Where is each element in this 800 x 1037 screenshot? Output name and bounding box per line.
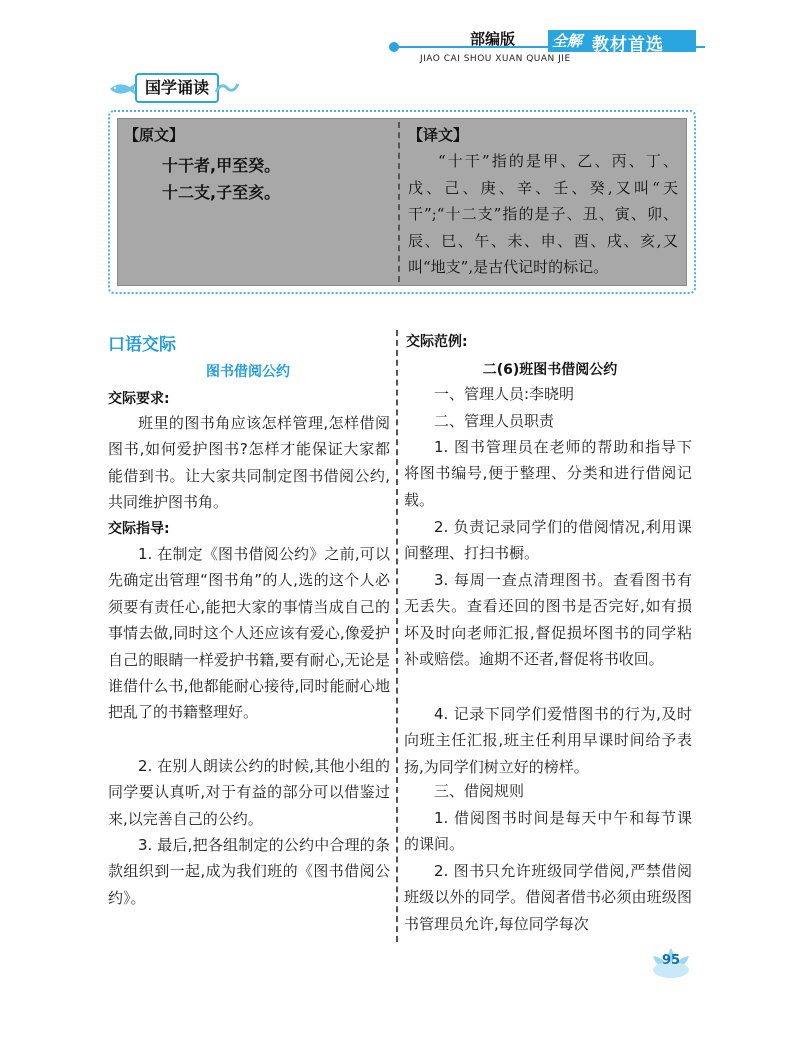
section-subtitle: 图书借阅公约 — [206, 364, 290, 380]
rule-item: 2. 图书只允许班级同学借阅,严禁借阅班级以外的同学。借阅者借书必须由班级图书管理员允许,每位同学每次 — [404, 862, 692, 933]
guoxue-tag: 国学诵读 — [135, 73, 219, 103]
example-item: 二、管理人员职责 — [434, 412, 555, 430]
guidance-item: 3. 最后,把各组制定的公约中合理的条款组织到一起,成为我们班的《图书借阅公约》。 — [108, 836, 390, 907]
original-line: 十二支,子至亥。 — [162, 183, 281, 202]
header-pinyin: JIAO CAI SHOU XUAN QUAN JIE — [420, 54, 571, 64]
translation-heading: 【译文】 — [408, 126, 469, 144]
original-line: 十干者,甲至癸。 — [162, 156, 281, 175]
example-label: 交际范例: — [406, 334, 468, 350]
duty-item: 2. 负责记录同学们的借阅情况,利用课间整理、打扫书橱。 — [404, 518, 692, 563]
duty-item: 3. 每周一查点清理图书。查看图书有无丢失。查看还回的图书是否完好,如有损坏及时向老师汇报,督促损坏图书的同学粘补或赔偿。逾期不还者,督促将书收回。 — [404, 571, 692, 669]
duty-item: 4. 记录下同学们爱惜图书的行为,及时向班主任汇报,班主任利用早课时间给予表扬,为同学们树立好的榜样。 — [404, 705, 692, 776]
example-title: 二(6)班图书借阅公约 — [482, 362, 618, 378]
duty-item: 1. 图书管理员在老师的帮助和指导下将图书编号,便于整理、分类和进行借阅记载。 — [404, 438, 692, 509]
guidance-item: 1. 在制定《图书借阅公约》之前,可以先确定出管理“图书角”的人,选的这个人必须要有责任心,能把大家的事情当成自己的事情去做,同时这个人还应该有爱心,像爱护自己的眼睛一样爱护书籍,要有耐心,无论是谁借什么书,他都能耐心接待,同时能耐心地把乱了的书籍整理好。 — [108, 545, 390, 722]
rule-item: 1. 借阅图书时间是每天中午和每节课的课间。 — [404, 809, 692, 854]
panel-divider — [398, 122, 400, 282]
header-brand: 教材首选 — [592, 35, 664, 55]
example-item: 一、管理人员:李晓明 — [434, 385, 575, 403]
translation-text: “十干”指的是甲、乙、丙、丁、戊、己、庚、辛、壬、癸,又叫“天干”;“十二支”指的是子、丑、寅、卯、辰、巳、午、未、申、酉、戌、亥,又叫“地支”,是古代记时的标记。 — [408, 152, 678, 276]
wave-ornament-icon — [215, 80, 239, 96]
example-item: 三、借阅规则 — [434, 782, 525, 800]
guidance-item: 2. 在别人朗读公约的时候,其他小组的同学要认真听,对于有益的部分可以借鉴过来,以完善自己的公约。 — [108, 757, 390, 828]
header-edition: 部编版 — [470, 30, 516, 48]
guidance-label: 交际指导: — [108, 521, 170, 537]
column-divider — [396, 330, 398, 942]
page-number: 95 — [661, 953, 681, 968]
requirements-label: 交际要求: — [108, 391, 170, 407]
original-heading: 【原文】 — [124, 126, 185, 144]
section-heading: 口语交际 — [108, 335, 176, 355]
header-logo: 全解 — [552, 32, 583, 50]
header-rule-dot — [389, 42, 399, 52]
fish-ornament-icon — [108, 80, 138, 98]
requirements-text: 班里的图书角应该怎样管理,怎样借阅图书,如何爱护图书?怎样才能保证大家都能借到书。让大家共同制定图书借阅公约,共同维护图书角。 — [108, 414, 390, 512]
